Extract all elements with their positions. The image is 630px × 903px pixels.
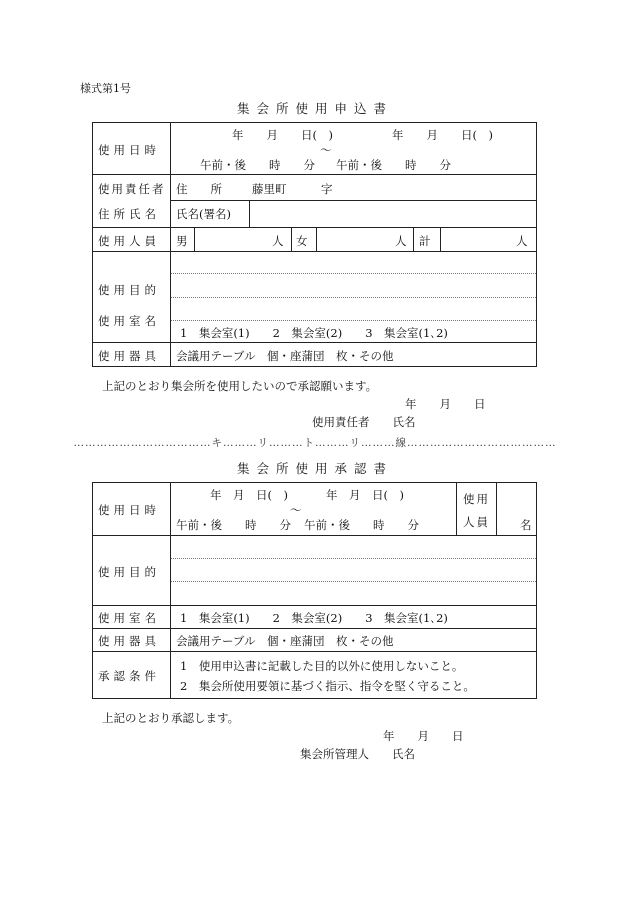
- approval-date: 年 月 日: [383, 729, 464, 743]
- application-date: 年 月 日: [405, 397, 486, 411]
- approval-signer: 集会所管理人 氏名: [300, 747, 415, 761]
- approval-equipment-value: 会議用テーブル 個・座蒲団 枚・その他: [176, 634, 394, 648]
- approval-date-start: 年 月 日( ): [210, 488, 288, 502]
- usage-time-start: 午前・後 時 分: [200, 158, 315, 172]
- female-unit: 人: [395, 234, 407, 248]
- male-unit: 人: [272, 234, 284, 248]
- approval-room-options: 1 集会室(1) 2 集会室(2) 3 集会室(1､2): [180, 611, 448, 625]
- approval-time-end: 午前・後 時 分: [304, 518, 419, 532]
- purpose-label: 使用目的: [98, 283, 160, 297]
- approval-equipment-label: 使用器具: [98, 634, 160, 648]
- room-label: 使用室名: [98, 314, 160, 328]
- tilde-mark: 〜: [320, 143, 332, 157]
- request-text: 上記のとおり集会所を使用したいので承認願います。: [102, 379, 378, 393]
- approval-date-end: 年 月 日( ): [326, 488, 404, 502]
- approval-text: 上記のとおり承認します。: [102, 711, 240, 725]
- responsible-label: 使用責任者: [98, 182, 166, 196]
- address-label: 住 所: [176, 182, 222, 196]
- approval-time-start: 午前・後 時 分: [176, 518, 291, 532]
- approval-purpose-label: 使用目的: [98, 565, 160, 579]
- approval-tilde-mark: 〜: [290, 503, 302, 517]
- equipment-value: 会議用テーブル 個・座蒲団 枚・その他: [176, 349, 394, 363]
- total-label: 計: [419, 234, 431, 248]
- name-signature-label: 氏名(署名): [176, 207, 231, 221]
- application-title: 集会所使用申込書: [236, 101, 393, 116]
- address-name-label: 住所氏名: [98, 207, 160, 221]
- cut-line: ………………………………キ………リ………ト………リ………線…………………………………: [73, 437, 557, 449]
- usage-date-start: 年 月 日( ): [232, 128, 333, 142]
- total-unit: 人: [516, 234, 528, 248]
- condition-2: 2 集会所使用要領に基づく指示、指令を堅く守ること。: [180, 679, 475, 693]
- male-label: 男: [176, 234, 188, 248]
- condition-1: 1 使用申込書に記載した目的以外に使用しないこと。: [180, 659, 464, 673]
- address-value: 藤里町 字: [252, 182, 333, 196]
- form-number: 様式第1号: [80, 82, 131, 95]
- usage-time-end: 午前・後 時 分: [336, 158, 451, 172]
- approval-attendees-label-2: 人員: [463, 515, 490, 529]
- approval-attendees-label-1: 使用: [463, 492, 490, 506]
- approval-datetime-label: 使用日時: [98, 503, 160, 517]
- attendees-label: 使用人員: [98, 234, 160, 248]
- conditions-label: 承認条件: [98, 669, 160, 683]
- usage-date-end: 年 月 日( ): [392, 128, 493, 142]
- approval-room-label: 使用室名: [98, 611, 160, 625]
- female-label: 女: [296, 234, 308, 248]
- approval-title: 集会所使用承認書: [236, 461, 393, 476]
- equipment-label: 使用器具: [98, 349, 160, 363]
- approval-attendees-unit: 名: [520, 518, 532, 532]
- applicant-signer: 使用責任者 氏名: [312, 415, 416, 429]
- usage-datetime-label: 使用日時: [98, 143, 160, 157]
- room-options: 1 集会室(1) 2 集会室(2) 3 集会室(1､2): [180, 326, 448, 340]
